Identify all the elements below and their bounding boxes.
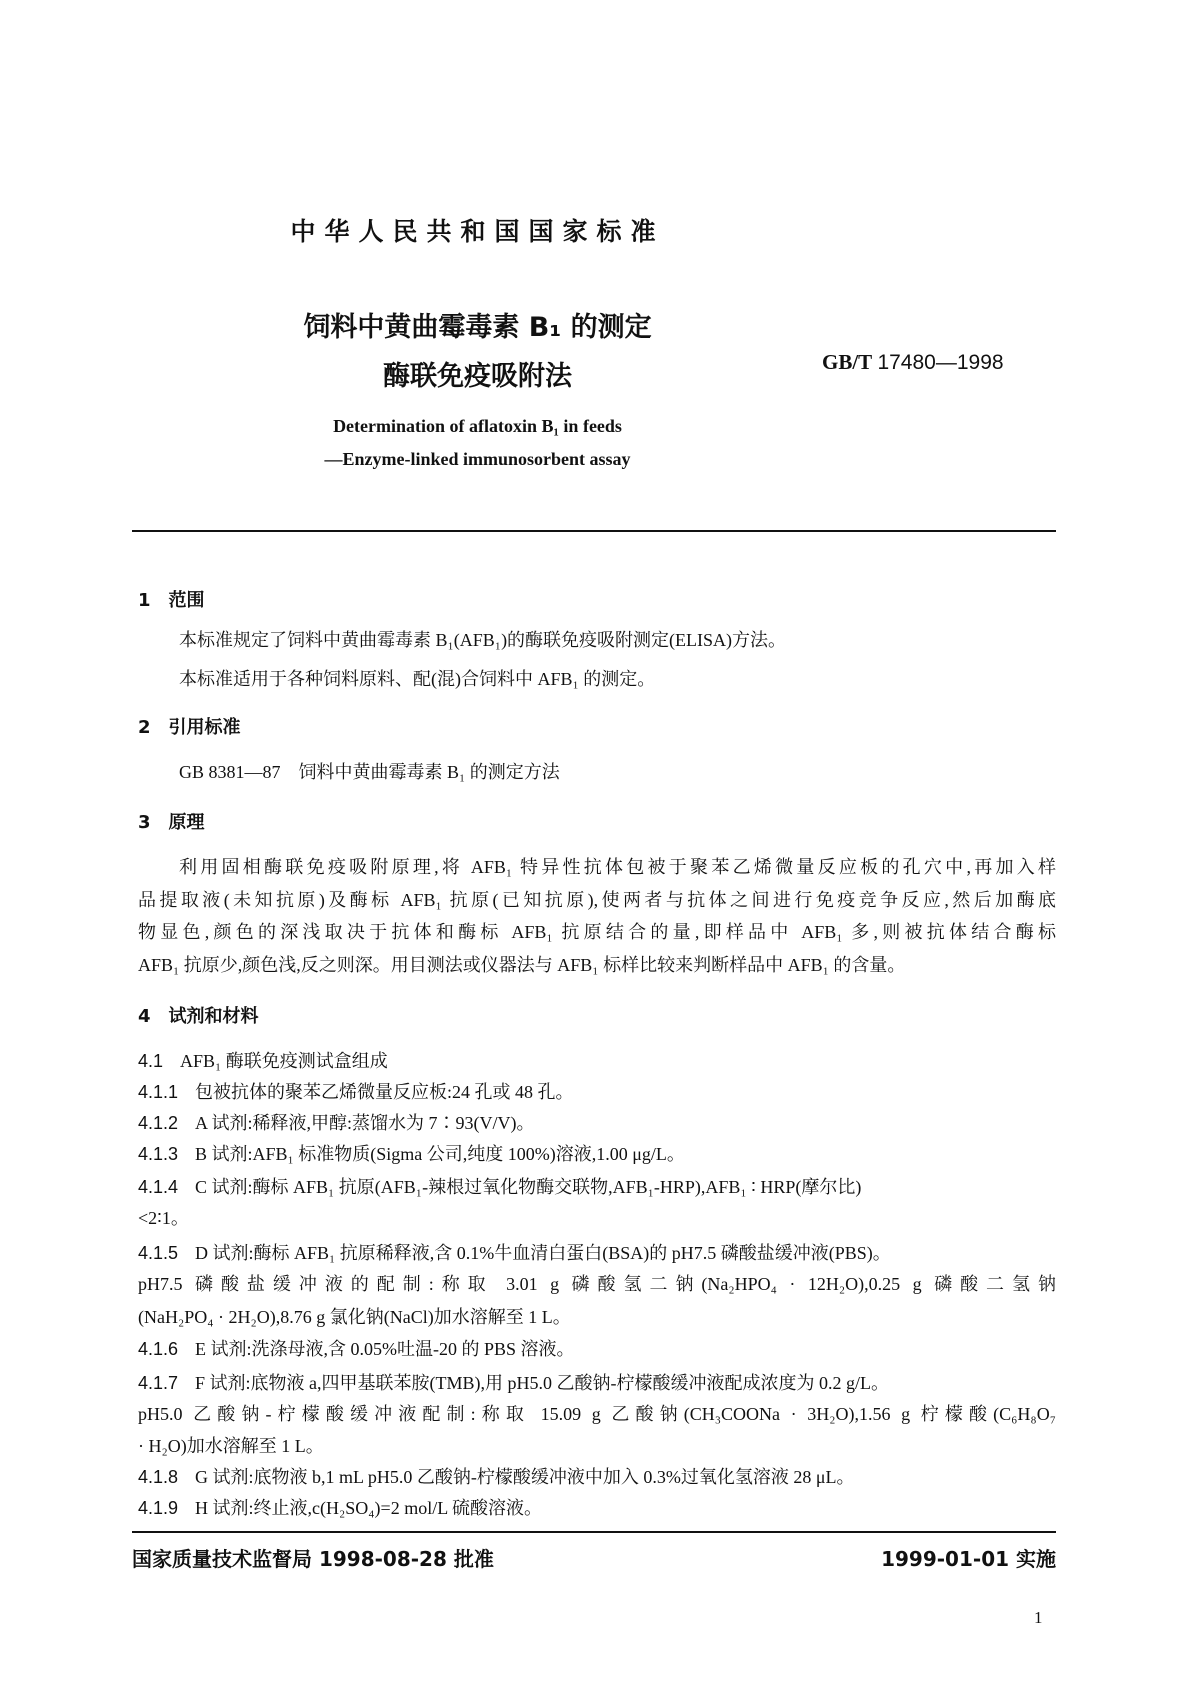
section-number: 2	[138, 717, 151, 738]
clause-4-1-5	[138, 1241, 891, 1265]
section-number: 3	[138, 812, 151, 833]
section-4-heading	[138, 1002, 277, 1028]
clause-text: B 试剂:AFB₁ 标准物质(Sigma 公司,纯度 100%)溶液,1.00 μg/L。	[195, 1144, 685, 1164]
clause-number: 4.1.2	[138, 1113, 179, 1133]
standard-code	[822, 350, 1004, 375]
clause-continuation: pH5.0 乙酸钠-柠檬酸缓冲液配制:称取 15.09 g 乙酸钠(CH₃COONa · 3H₂O),1.56 g 柠檬酸(C₆H₈O₇	[138, 1404, 1056, 1424]
clause-4-1	[138, 1049, 388, 1073]
section-3-heading	[138, 808, 223, 834]
clause-number: 4.1.1	[138, 1082, 179, 1102]
clause-text: D 试剂:酶标 AFB₁ 抗原稀释液,含 0.1%牛血清白蛋白(BSA)的 pH7.5 磷酸盐缓冲液(PBS)。	[195, 1243, 891, 1263]
code-number: 17480—1998	[877, 351, 1004, 374]
clause-number: 4.1.9	[138, 1498, 179, 1518]
section-2-heading	[138, 713, 259, 739]
clause-continuation: (NaH₂PO₄ · 2H₂O),8.76 g 氯化钠(NaCl)加水溶解至 1 L。	[138, 1307, 571, 1327]
paragraph-line: 利用固相酶联免疫吸附原理,将 AFB₁ 特异性抗体包被于聚苯乙烯微量反应板的孔穴中,再加入样	[179, 857, 1056, 877]
clause-4-1-1	[138, 1080, 574, 1104]
clause-continuation: · H₂O)加水溶解至 1 L。	[138, 1436, 324, 1456]
clause-number: 4.1	[138, 1051, 164, 1071]
page-number: 1	[1034, 1608, 1043, 1627]
clause-4-1-2	[138, 1111, 535, 1135]
standard-type-heading: 中华人民共和国国家标准	[290, 217, 665, 246]
footer-divider	[132, 1531, 1056, 1533]
clause-text: E 试剂:洗涤母液,含 0.05%吐温-20 的 PBS 溶液。	[195, 1339, 575, 1359]
paragraph-line: 品提取液(未知抗原)及酶标 AFB₁ 抗原(已知抗原),使两者与抗体之间进行免疫竞争反应,然后加酶底	[138, 890, 1056, 910]
english-title-line1: Determination of aflatoxin B₁ in feeds	[333, 416, 622, 436]
clause-4-1-3	[138, 1142, 685, 1166]
clause-4-1-8	[138, 1465, 854, 1489]
clause-number: 4.1.4	[138, 1177, 179, 1197]
section-number: 1	[138, 590, 151, 611]
english-title-line2: —Enzyme-linked immunosorbent assay	[324, 449, 631, 469]
paragraph-line: 物显色,颜色的深浅取决于抗体和酶标 AFB₁ 抗原结合的量,即样品中 AFB₁ 多,则被抗体结合酶标	[138, 922, 1056, 942]
clause-number: 4.1.5	[138, 1243, 179, 1263]
paragraph-line: 本标准适用于各种饲料原料、配(混)合饲料中 AFB₁ 的测定。	[179, 669, 656, 689]
clause-4-1-6	[138, 1337, 575, 1361]
clause-text: AFB₁ 酶联免疫测试盒组成	[180, 1051, 388, 1071]
section-title: 试剂和材料	[168, 1006, 259, 1027]
referenced-standard: GB 8381—87 饲料中黄曲霉毒素 B₁ 的测定方法	[179, 762, 560, 782]
clause-text: 包被抗体的聚苯乙烯微量反应板:24 孔或 48 孔。	[195, 1082, 574, 1102]
section-title: 范围	[168, 590, 205, 611]
clause-4-1-4	[138, 1175, 861, 1199]
clause-4-1-7	[138, 1371, 889, 1395]
paragraph-line: AFB₁ 抗原少,颜色浅,反之则深。用目测法或仪器法与 AFB₁ 标样比较来判断样品中 AFB₁ 的含量。	[138, 955, 906, 975]
section-title: 引用标准	[168, 717, 241, 738]
document-title-line1: 饲料中黄曲霉毒素 B₁ 的测定	[303, 312, 652, 343]
clause-continuation: <2∶1。	[138, 1208, 189, 1228]
header-divider	[132, 530, 1056, 532]
clause-4-1-9	[138, 1496, 542, 1520]
clause-number: 4.1.8	[138, 1467, 179, 1487]
document-title-line2: 酶联免疫吸附法	[383, 361, 572, 392]
clause-number: 4.1.3	[138, 1144, 179, 1164]
clause-number: 4.1.6	[138, 1339, 179, 1359]
clause-text: H 试剂:终止液,c(H₂SO₄)=2 mol/L 硫酸溶液。	[195, 1498, 543, 1518]
section-title: 原理	[168, 812, 205, 833]
approval-date: 国家质量技术监督局 1998-08-28 批准	[132, 1547, 494, 1571]
clause-text: A 试剂:稀释液,甲醇:蒸馏水为 7∶93(V/V)。	[195, 1113, 535, 1133]
clause-text: F 试剂:底物液 a,四甲基联苯胺(TMB),用 pH5.0 乙酸钠-柠檬酸缓冲液配成浓度为 0.2 g/L。	[195, 1373, 889, 1393]
clause-text: G 试剂:底物液 b,1 mL pH5.0 乙酸钠-柠檬酸缓冲液中加入 0.3%过氧化氢溶液 28 μL。	[195, 1467, 855, 1487]
section-1-heading	[138, 586, 223, 612]
effective-date: 1999-01-01 实施	[881, 1547, 1056, 1571]
section-number: 4	[138, 1006, 151, 1027]
clause-text: C 试剂:酶标 AFB₁ 抗原(AFB₁-辣根过氧化物酶交联物,AFB₁-HRP),AFB₁ ∶ HRP(摩尔比)	[195, 1177, 862, 1197]
clause-number: 4.1.7	[138, 1373, 179, 1393]
paragraph-line: 本标准规定了饲料中黄曲霉毒素 B₁(AFB₁)的酶联免疫吸附测定(ELISA)方法。	[179, 630, 787, 650]
code-prefix: GB/T	[822, 350, 873, 374]
clause-continuation: pH7.5 磷酸盐缓冲液的配制:称取 3.01 g 磷酸氢二钠(Na₂HPO₄ · 12H₂O),0.25 g 磷酸二氢钠	[138, 1274, 1056, 1294]
